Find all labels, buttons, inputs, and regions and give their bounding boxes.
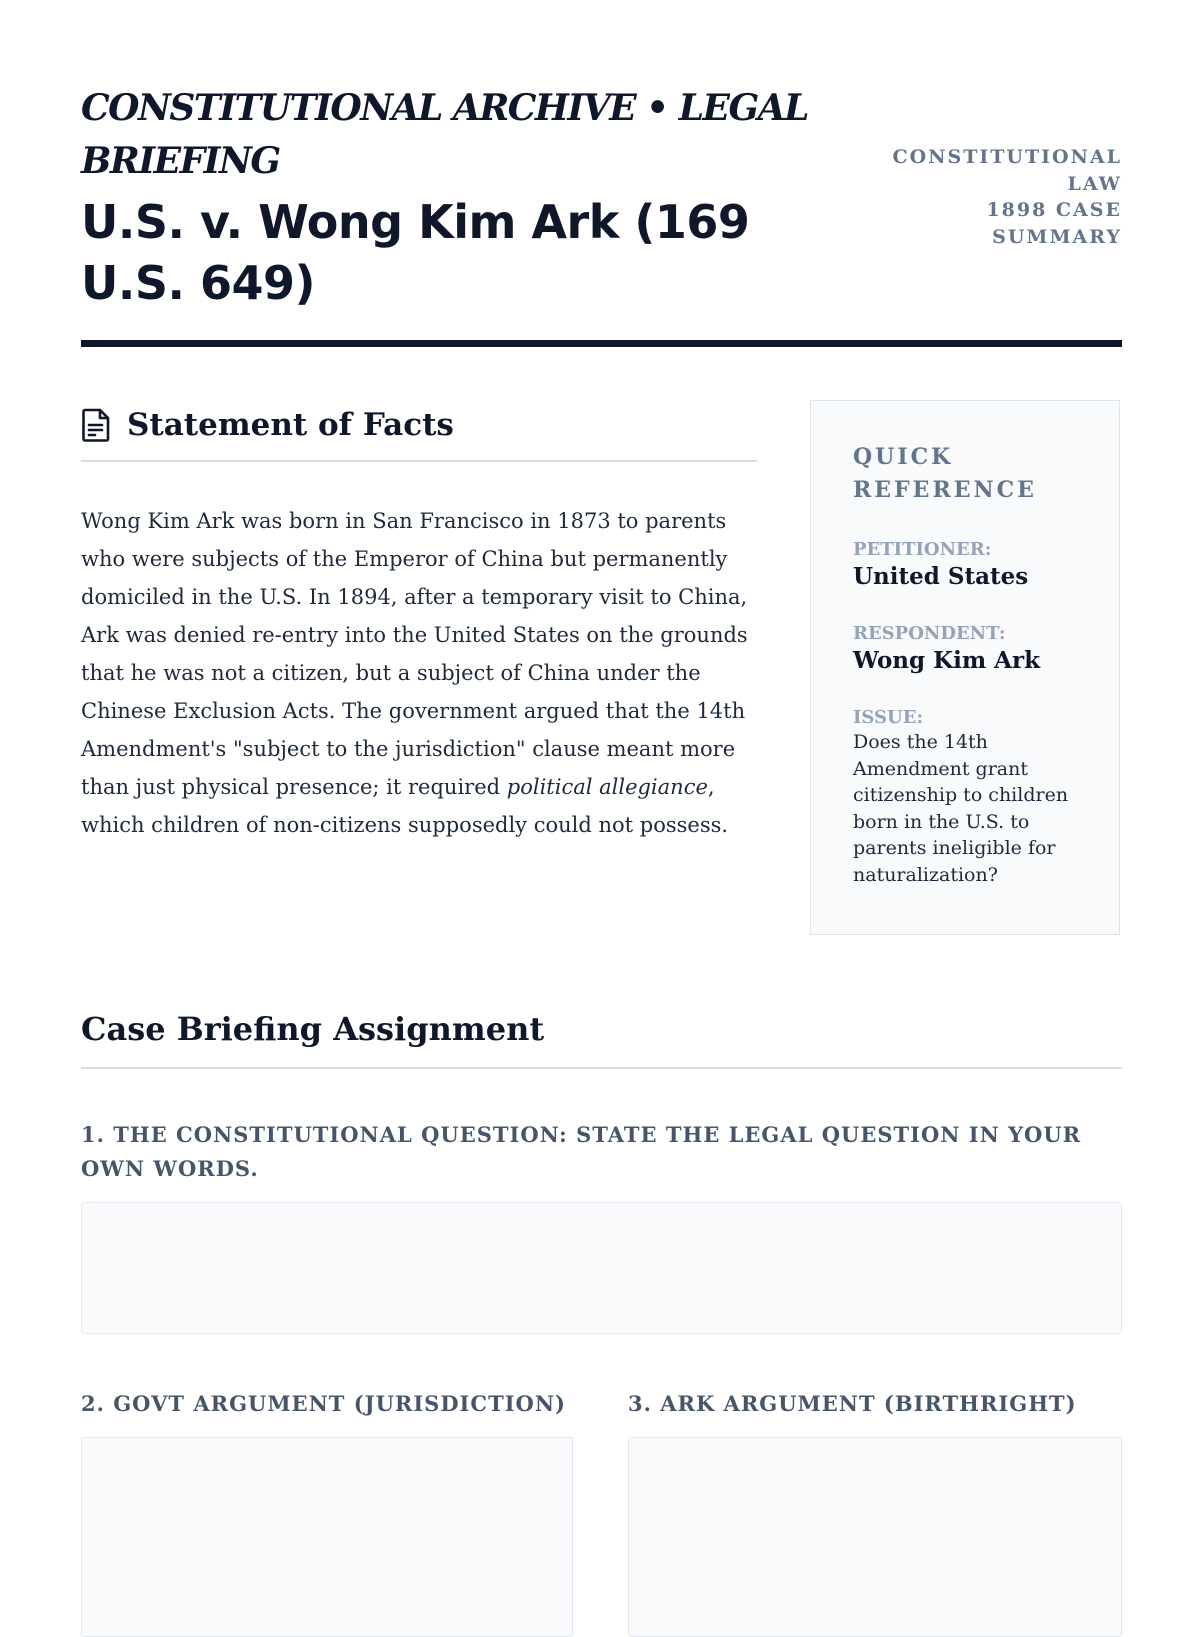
facts-text-end: , which children of non-citizens supposedly could not possess. bbox=[81, 775, 729, 837]
page-header bbox=[81, 82, 1122, 348]
document-icon bbox=[81, 408, 111, 442]
facts-text: Wong Kim Ark was born in San Francisco in 1873 to parents who were subjects of the Emperor of China but permanently domiciled in the U.S. In 1894, after a temporary visit to China, Ark was denied re-entry into the United States on the grounds that he was not a citizen, but a subject of China under the Chinese Exclusion Acts. The government argued that the 14th Amendment's "subject to the jurisdiction" clause meant more than just physical presence; it required bbox=[81, 509, 748, 799]
petitioner-label: PETITIONER: bbox=[853, 539, 992, 560]
facts-paragraph bbox=[81, 502, 757, 844]
case-meta-line: CONSTITUTIONAL LAW bbox=[892, 146, 1122, 195]
statement-of-facts bbox=[81, 400, 757, 865]
case-meta-line: 1898 CASE SUMMARY bbox=[986, 199, 1122, 248]
page-title: U.S. v. Wong Kim Ark (169 U.S. 649) bbox=[81, 195, 750, 310]
question-1-answer[interactable] bbox=[81, 1202, 1122, 1334]
question-3-answer[interactable] bbox=[628, 1437, 1122, 1637]
question-3-label: 3. ARK ARGUMENT (BIRTHRIGHT) bbox=[628, 1391, 1077, 1416]
facts-divider bbox=[81, 460, 757, 462]
archive-kicker: CONSTITUTIONAL ARCHIVE • LEGAL BRIEFING bbox=[81, 87, 808, 182]
respondent-value: Wong Kim Ark bbox=[853, 647, 1041, 674]
facts-emphasis: political allegiance bbox=[506, 775, 708, 799]
question-constitutional bbox=[81, 1118, 1122, 1334]
issue-label: ISSUE: bbox=[853, 707, 924, 728]
assignment-divider bbox=[81, 1067, 1122, 1069]
facts-heading-row bbox=[81, 400, 757, 450]
quick-reference-title: QUICK REFERENCE bbox=[853, 444, 1037, 503]
petitioner-value: United States bbox=[853, 563, 1029, 590]
question-2-label: 2. GOVT ARGUMENT (JURISDICTION) bbox=[81, 1391, 566, 1416]
quick-reference-card bbox=[810, 400, 1120, 935]
header-divider bbox=[81, 340, 1122, 347]
question-2-answer[interactable] bbox=[81, 1437, 573, 1637]
respondent-label: RESPONDENT: bbox=[853, 623, 1006, 644]
case-meta bbox=[862, 144, 1122, 250]
facts-heading: Statement of Facts bbox=[127, 407, 454, 443]
issue-value: Does the 14th Amendment grant citizenship to children born in the U.S. to parents ineligible for naturalization? bbox=[853, 731, 1069, 886]
assignment-heading: Case Briefing Assignment bbox=[81, 1010, 545, 1048]
question-1-label: 1. THE CONSTITUTIONAL QUESTION: STATE THE LEGAL QUESTION IN YOUR OWN WORDS. bbox=[81, 1122, 1082, 1181]
case-briefing-assignment bbox=[81, 1005, 1122, 1416]
